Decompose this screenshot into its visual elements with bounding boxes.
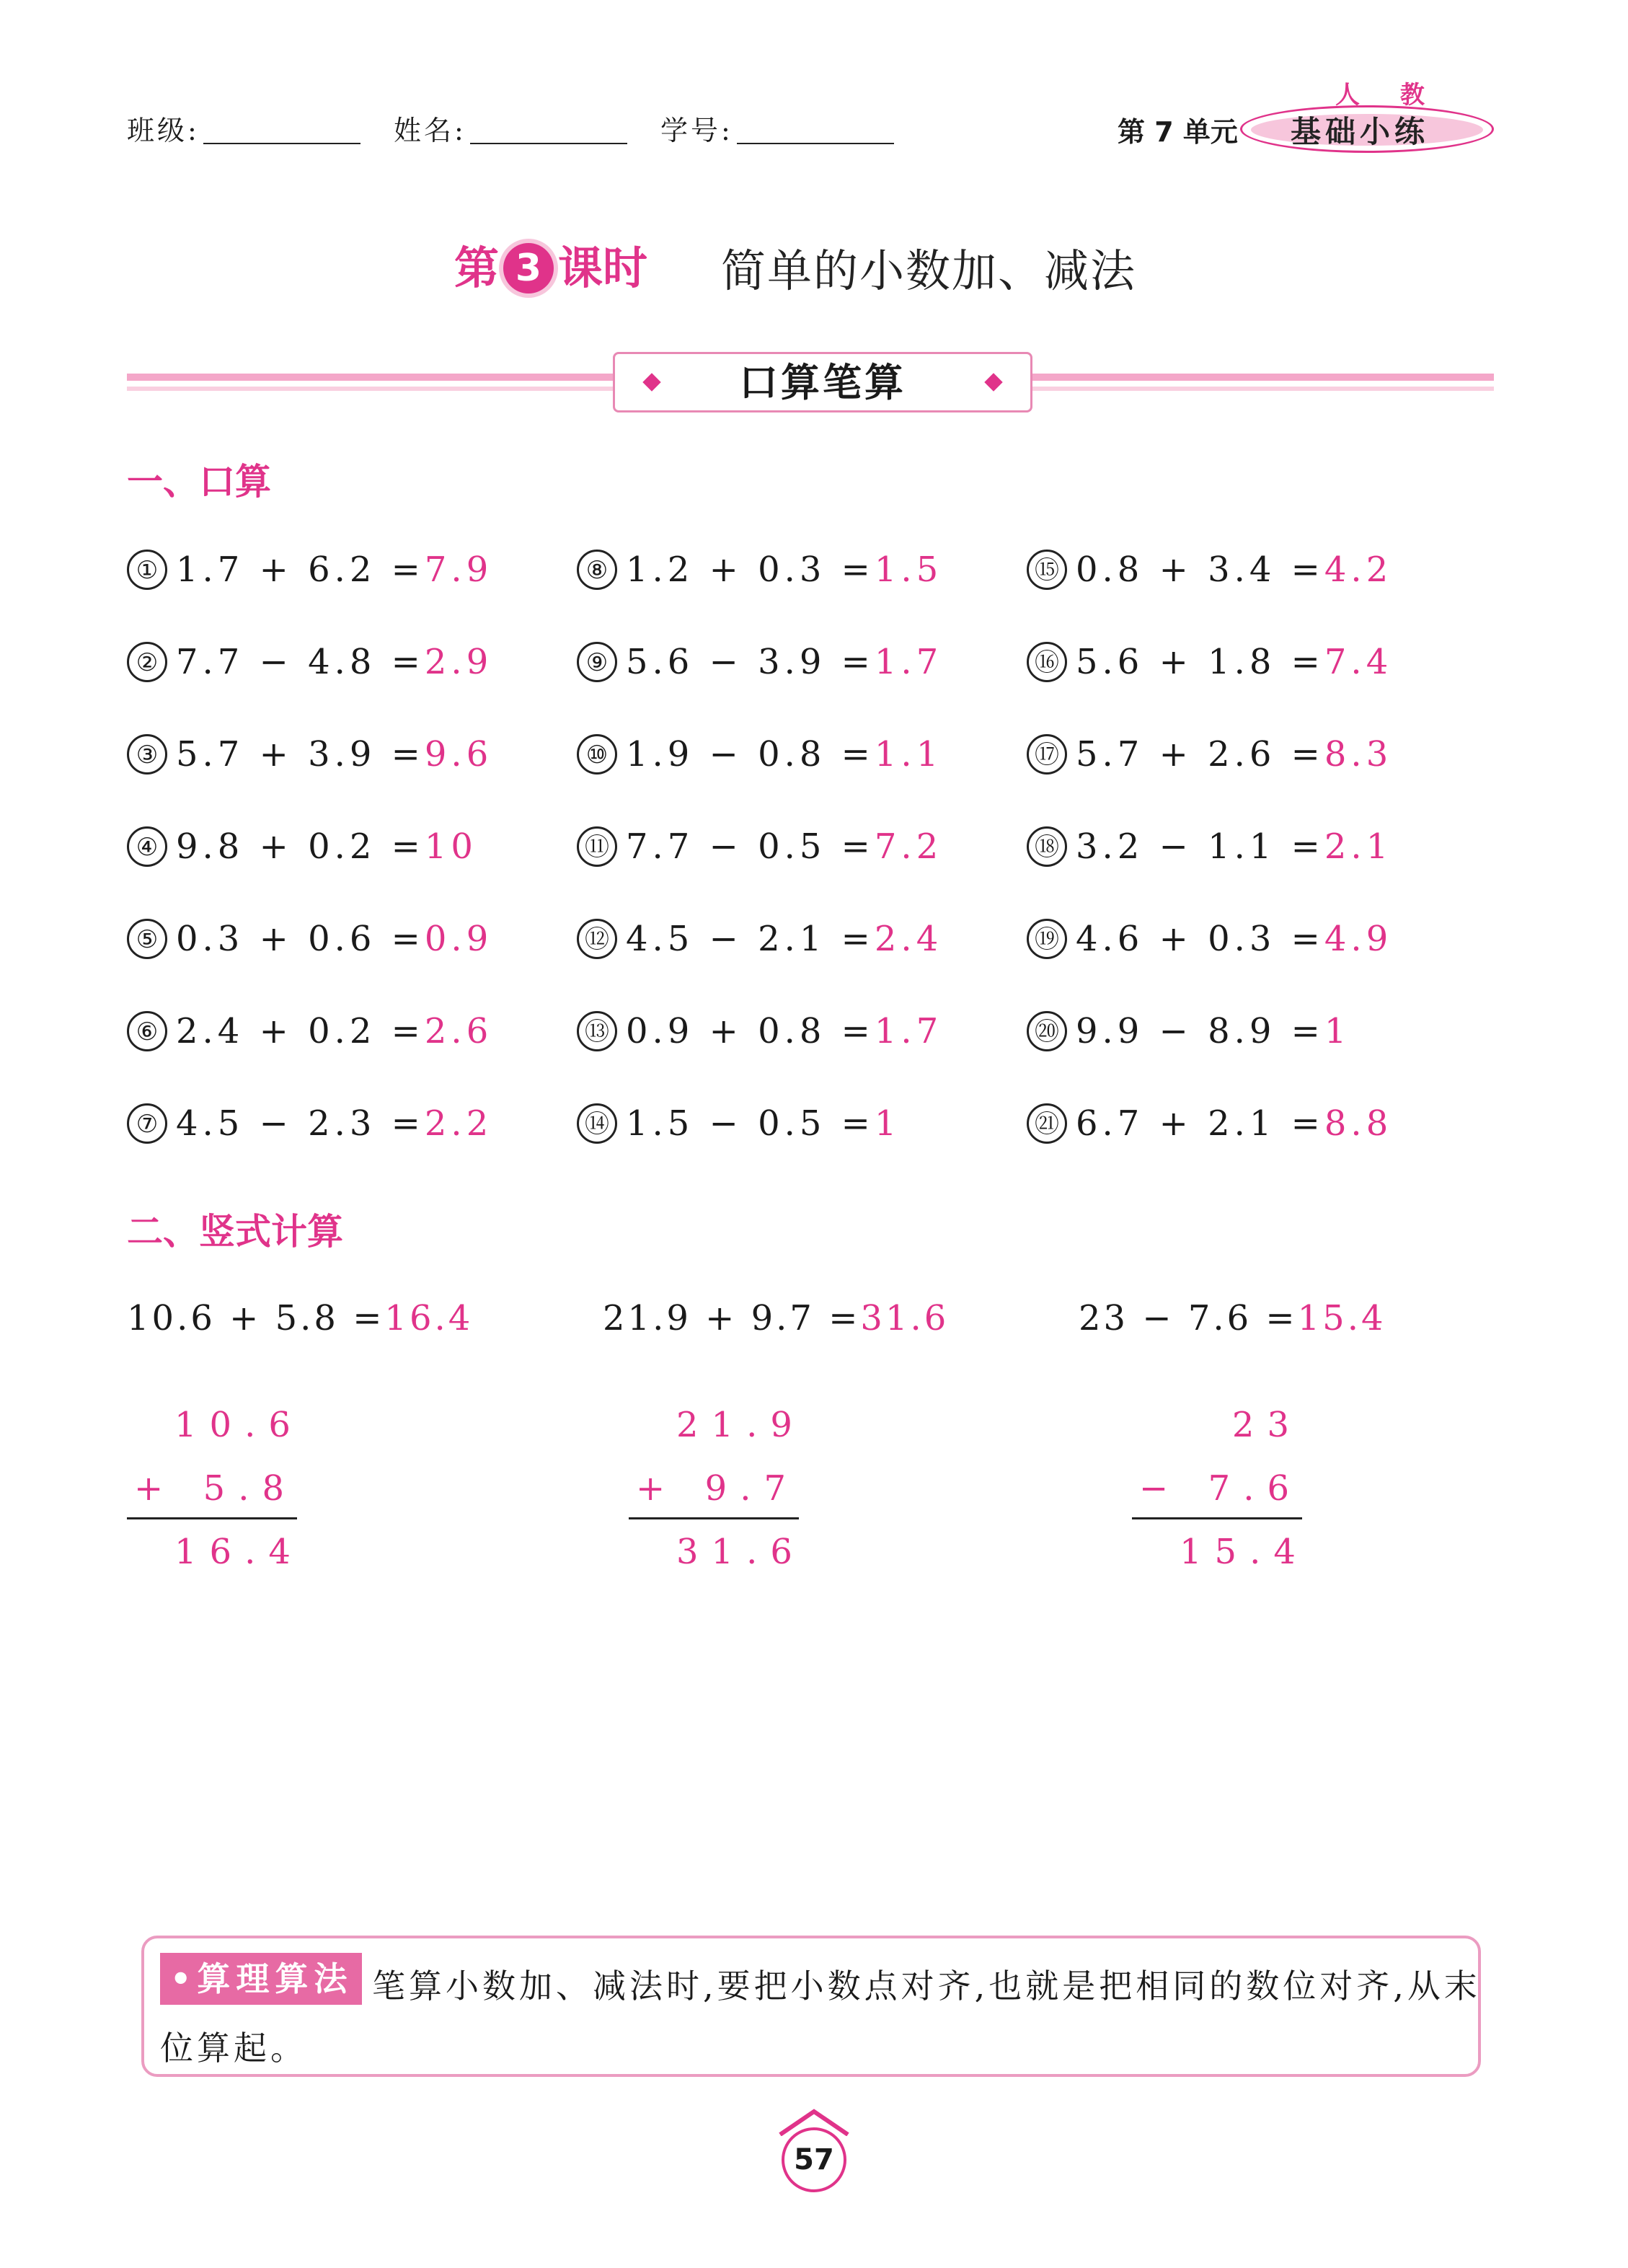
vertical-equation: [1079, 1298, 1386, 1338]
problem-answer[interactable]: 2.2: [424, 1103, 493, 1144]
problem-answer[interactable]: 4.2: [1324, 550, 1393, 590]
problem-expression: 3.2 − 1.1 =: [1076, 826, 1324, 867]
problem-number: ④: [127, 826, 167, 867]
vertical-bottom-operand: 7.6: [1208, 1468, 1302, 1509]
vertical-result[interactable]: 15.4: [1180, 1532, 1309, 1572]
problem-number: ①: [127, 550, 167, 590]
student-id-blank[interactable]: [737, 143, 894, 144]
problem-expression: 5.7 + 2.6 =: [1076, 734, 1324, 775]
section-banner: [613, 352, 1032, 412]
problem-number: ⑳: [1027, 1011, 1067, 1051]
equation-answer[interactable]: 15.4: [1297, 1298, 1386, 1338]
problem-expression: 5.6 + 1.8 =: [1076, 642, 1324, 682]
tip-text-line1: 笔算小数加、减法时,要把小数点对齐,也就是把相同的数位对齐,从末: [372, 1967, 1481, 2006]
oral-problem: [1027, 1011, 1350, 1051]
problem-answer[interactable]: 1.5: [874, 550, 943, 590]
problem-answer[interactable]: 4.9: [1324, 919, 1393, 959]
equation-answer[interactable]: 31.6: [860, 1298, 950, 1338]
oral-problem: [577, 1011, 942, 1051]
oral-problem: [577, 642, 942, 682]
problem-answer[interactable]: 2.9: [424, 642, 493, 682]
problem-number: ⑫: [577, 919, 617, 959]
problem-answer[interactable]: 8.3: [1324, 734, 1393, 775]
problem-answer[interactable]: 2.6: [424, 1011, 493, 1051]
problem-answer[interactable]: 2.1: [1324, 826, 1393, 867]
oral-problem: [1027, 919, 1392, 959]
oral-problem: [127, 642, 492, 682]
problem-number: ⑭: [577, 1103, 617, 1144]
oral-problem: [127, 550, 492, 590]
name-blank[interactable]: [470, 143, 627, 144]
problem-number: ②: [127, 642, 167, 682]
series-label: 基础小练: [1291, 114, 1430, 149]
problem-answer[interactable]: 10: [424, 826, 477, 867]
problem-expression: 0.3 + 0.6 =: [176, 919, 425, 959]
problem-expression: 4.5 − 2.1 =: [626, 919, 875, 959]
problem-number: ⑯: [1027, 642, 1067, 682]
oral-problem: [1027, 642, 1392, 682]
problem-answer[interactable]: 1: [1324, 1011, 1351, 1051]
section2-title: 二、竖式计算: [127, 1211, 343, 1253]
problem-expression: 4.5 − 2.3 =: [176, 1103, 425, 1144]
oral-problem: [1027, 826, 1392, 867]
problem-number: ⑮: [1027, 550, 1067, 590]
class-label: 班级:: [127, 115, 200, 146]
vertical-sum-line: [127, 1517, 297, 1519]
oral-problem: [127, 1103, 492, 1144]
student-id-label: 学号:: [660, 115, 733, 146]
oral-problem: [577, 919, 942, 959]
lesson-prefix: 第: [454, 242, 500, 294]
equation-expression: 23 − 7.6 =: [1079, 1298, 1298, 1338]
oral-problem: [127, 826, 477, 867]
oral-problem: [577, 734, 942, 775]
problem-number: ㉑: [1027, 1103, 1067, 1144]
publisher-label: 人 教: [1335, 81, 1441, 110]
vertical-top-operand: 21.9: [676, 1405, 805, 1445]
vertical-operator: +: [134, 1468, 177, 1509]
problem-expression: 4.6 + 0.3 =: [1076, 919, 1324, 959]
problem-expression: 1.2 + 0.3 =: [626, 550, 875, 590]
oral-problem: [1027, 734, 1392, 775]
problem-number: ⑦: [127, 1103, 167, 1144]
lesson-title: [454, 232, 647, 296]
tip-label: •算理算法: [160, 1953, 362, 2005]
class-blank[interactable]: [203, 143, 360, 144]
equation-answer[interactable]: 16.4: [384, 1298, 474, 1338]
problem-number: ⑤: [127, 919, 167, 959]
oral-problem: [577, 826, 942, 867]
problem-number: ⑲: [1027, 919, 1067, 959]
vertical-equation: [603, 1298, 949, 1338]
oral-problem: [127, 734, 492, 775]
problem-expression: 6.7 + 2.1 =: [1076, 1103, 1324, 1144]
oral-problem: [577, 550, 942, 590]
problem-expression: 0.8 + 3.4 =: [1076, 550, 1324, 590]
lesson-topic: 简单的小数加、减法: [721, 244, 1137, 297]
problem-number: ③: [127, 734, 167, 775]
problem-expression: 7.7 − 0.5 =: [626, 826, 875, 867]
problem-answer[interactable]: 1: [874, 1103, 901, 1144]
problem-number: ⑱: [1027, 826, 1067, 867]
problem-number: ⑥: [127, 1011, 167, 1051]
oral-problem: [1027, 550, 1392, 590]
vertical-top-operand: 23: [1231, 1405, 1302, 1445]
problem-answer[interactable]: 7.9: [424, 550, 493, 590]
problem-expression: 1.9 − 0.8 =: [626, 734, 875, 775]
unit-label: 第 7 单元: [1118, 116, 1238, 148]
problem-expression: 9.9 − 8.9 =: [1076, 1011, 1324, 1051]
problem-answer[interactable]: 7.4: [1324, 642, 1393, 682]
tip-text-line2: 位算起。: [160, 2029, 307, 2068]
problem-expression: 9.8 + 0.2 =: [176, 826, 425, 867]
vertical-bottom-operand: 9.7: [704, 1468, 799, 1509]
problem-answer[interactable]: 7.2: [874, 826, 943, 867]
equation-expression: 10.6 + 5.8 =: [127, 1298, 385, 1338]
diamond-icon: [984, 373, 1002, 391]
page-number: 57: [782, 2127, 846, 2192]
problem-expression: 2.4 + 0.2 =: [176, 1011, 425, 1051]
vertical-sum-line: [1132, 1517, 1302, 1519]
problem-answer[interactable]: 8.8: [1324, 1103, 1393, 1144]
oral-problem: [127, 1011, 492, 1051]
oral-problem: [1027, 1103, 1392, 1144]
vertical-operator: +: [636, 1468, 678, 1509]
name-label: 姓名:: [394, 115, 466, 146]
problem-expression: 1.5 − 0.5 =: [626, 1103, 875, 1144]
vertical-bottom-operand: 5.8: [203, 1468, 297, 1509]
problem-number: ⑧: [577, 550, 617, 590]
problem-expression: 7.7 − 4.8 =: [176, 642, 425, 682]
vertical-top-operand: 10.6: [174, 1405, 304, 1445]
problem-expression: 5.6 − 3.9 =: [626, 642, 875, 682]
problem-number: ⑬: [577, 1011, 617, 1051]
banner-title: 口算笔算: [739, 360, 906, 405]
equation-expression: 21.9 + 9.7 =: [603, 1298, 861, 1338]
problem-number: ⑪: [577, 826, 617, 867]
problem-answer[interactable]: 1.7: [874, 642, 943, 682]
problem-expression: 5.7 + 3.9 =: [176, 734, 425, 775]
problem-answer[interactable]: 9.6: [424, 734, 493, 775]
vertical-operator: −: [1139, 1468, 1182, 1509]
problem-expression: 0.9 + 0.8 =: [626, 1011, 875, 1051]
lesson-number-badge: 3: [503, 243, 554, 294]
vertical-result[interactable]: 16.4: [174, 1532, 304, 1572]
problem-number: ⑰: [1027, 734, 1067, 775]
vertical-result[interactable]: 31.6: [676, 1532, 805, 1572]
oral-problem: [577, 1103, 901, 1144]
problem-answer[interactable]: 1.1: [874, 734, 943, 775]
vertical-equation: [127, 1298, 473, 1338]
problem-answer[interactable]: 1.7: [874, 1011, 943, 1051]
problem-number: ⑨: [577, 642, 617, 682]
problem-answer[interactable]: 2.4: [874, 919, 943, 959]
problem-expression: 1.7 + 6.2 =: [176, 550, 425, 590]
problem-answer[interactable]: 0.9: [424, 919, 493, 959]
problem-number: ⑩: [577, 734, 617, 775]
section1-title: 一、口算: [127, 461, 271, 503]
lesson-suffix: 课时: [558, 242, 648, 294]
oral-problem: [127, 919, 492, 959]
diamond-icon: [642, 373, 660, 391]
vertical-sum-line: [629, 1517, 799, 1519]
